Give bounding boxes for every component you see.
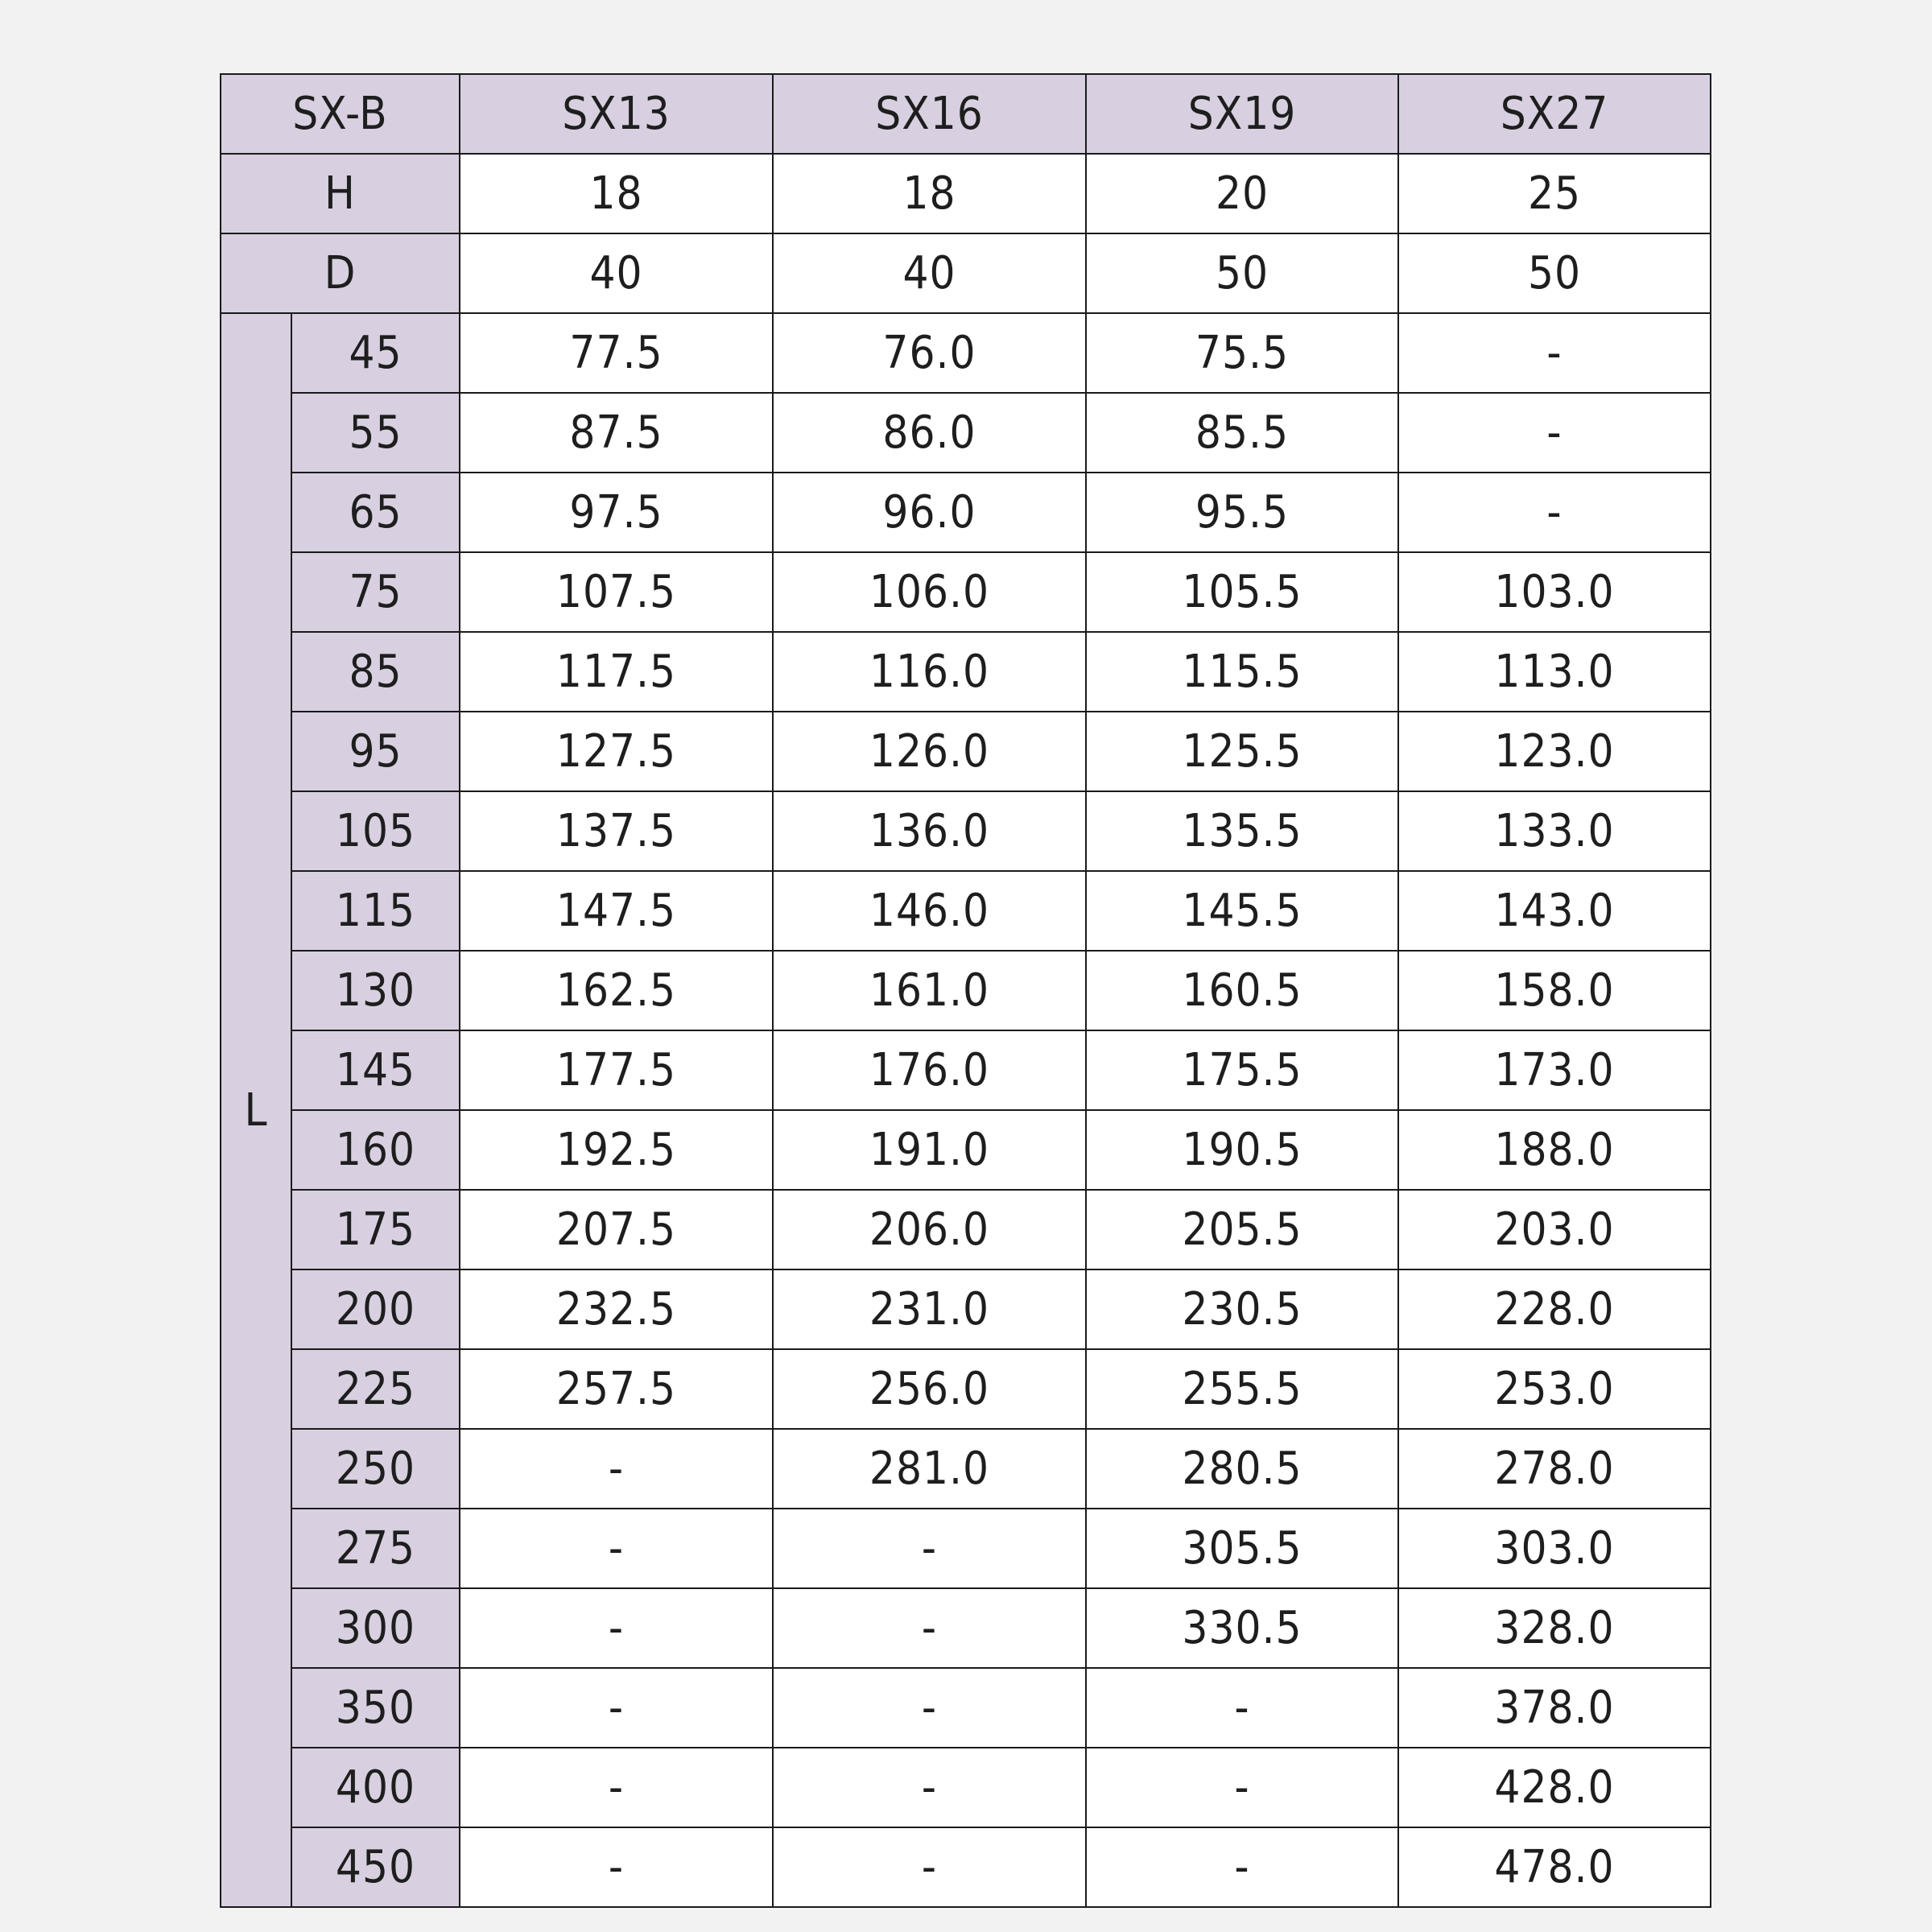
- dimension-row: [221, 154, 1711, 233]
- table-cell: -: [460, 1429, 773, 1509]
- table-cell: 280.5: [1086, 1429, 1398, 1509]
- dimension-value: 50: [1398, 233, 1711, 313]
- table-cell: 176.0: [773, 1030, 1086, 1110]
- table-cell: 106.0: [773, 552, 1086, 632]
- header-row: [221, 74, 1711, 154]
- table-cell: 143.0: [1398, 871, 1711, 951]
- length-row: [221, 1827, 1711, 1907]
- length-value: 130: [291, 951, 460, 1030]
- table-cell: 145.5: [1086, 871, 1398, 951]
- length-row: [221, 1110, 1711, 1190]
- table-cell: 177.5: [460, 1030, 773, 1110]
- table-cell: -: [460, 1668, 773, 1748]
- table-cell: -: [1398, 473, 1711, 552]
- table-cell: -: [773, 1509, 1086, 1588]
- length-row: [221, 1509, 1711, 1588]
- table-cell: -: [460, 1509, 773, 1588]
- table-cell: 107.5: [460, 552, 773, 632]
- length-value: 65: [291, 473, 460, 552]
- model-header: SX13: [460, 74, 773, 154]
- length-row: [221, 393, 1711, 473]
- dimension-value: 18: [460, 154, 773, 233]
- table-cell: -: [773, 1748, 1086, 1827]
- table-cell: 85.5: [1086, 393, 1398, 473]
- length-value: 55: [291, 393, 460, 473]
- model-header: SX16: [773, 74, 1086, 154]
- dimension-table: [220, 73, 1711, 1908]
- table-cell: 86.0: [773, 393, 1086, 473]
- length-value: 200: [291, 1269, 460, 1349]
- model-header: SX27: [1398, 74, 1711, 154]
- table-cell: 115.5: [1086, 632, 1398, 712]
- table-cell: -: [460, 1827, 773, 1907]
- length-value: 300: [291, 1588, 460, 1668]
- table-cell: 113.0: [1398, 632, 1711, 712]
- dimension-value: 50: [1086, 233, 1398, 313]
- length-label: L: [221, 313, 291, 1907]
- dimension-label: D: [221, 233, 460, 313]
- table-cell: -: [773, 1668, 1086, 1748]
- length-row: [221, 473, 1711, 552]
- table-cell: 125.5: [1086, 712, 1398, 791]
- length-value: 75: [291, 552, 460, 632]
- table-cell: 230.5: [1086, 1269, 1398, 1349]
- table-cell: 330.5: [1086, 1588, 1398, 1668]
- length-value: 115: [291, 871, 460, 951]
- table-cell: 162.5: [460, 951, 773, 1030]
- dimension-label: H: [221, 154, 460, 233]
- table-cell: -: [460, 1588, 773, 1668]
- table-cell: 116.0: [773, 632, 1086, 712]
- length-row: [221, 1668, 1711, 1748]
- table-cell: 228.0: [1398, 1269, 1711, 1349]
- length-value: 450: [291, 1827, 460, 1907]
- table-cell: 188.0: [1398, 1110, 1711, 1190]
- table-cell: -: [1086, 1827, 1398, 1907]
- table-cell: 231.0: [773, 1269, 1086, 1349]
- table-cell: 96.0: [773, 473, 1086, 552]
- table-cell: 76.0: [773, 313, 1086, 393]
- table-cell: 135.5: [1086, 791, 1398, 871]
- table-cell: -: [1398, 313, 1711, 393]
- table-cell: 117.5: [460, 632, 773, 712]
- table-cell: -: [1398, 393, 1711, 473]
- length-row: [221, 1429, 1711, 1509]
- table-cell: 175.5: [1086, 1030, 1398, 1110]
- length-value: 45: [291, 313, 460, 393]
- table-cell: 126.0: [773, 712, 1086, 791]
- table-cell: 158.0: [1398, 951, 1711, 1030]
- table-cell: 95.5: [1086, 473, 1398, 552]
- dimension-value: 40: [773, 233, 1086, 313]
- table-cell: 257.5: [460, 1349, 773, 1429]
- length-value: 225: [291, 1349, 460, 1429]
- table-cell: -: [773, 1827, 1086, 1907]
- length-value: 105: [291, 791, 460, 871]
- model-header: SX19: [1086, 74, 1398, 154]
- table-cell: 478.0: [1398, 1827, 1711, 1907]
- length-value: 175: [291, 1190, 460, 1269]
- table-cell: 161.0: [773, 951, 1086, 1030]
- length-row: [221, 712, 1711, 791]
- length-row: [221, 951, 1711, 1030]
- length-value: 85: [291, 632, 460, 712]
- length-row: [221, 791, 1711, 871]
- length-row: [221, 1030, 1711, 1110]
- length-value: 250: [291, 1429, 460, 1509]
- table-cell: 75.5: [1086, 313, 1398, 393]
- table-cell: 203.0: [1398, 1190, 1711, 1269]
- dimension-value: 20: [1086, 154, 1398, 233]
- table-cell: 87.5: [460, 393, 773, 473]
- table-cell: -: [1086, 1748, 1398, 1827]
- table-cell: 305.5: [1086, 1509, 1398, 1588]
- table-cell: 207.5: [460, 1190, 773, 1269]
- table-cell: 192.5: [460, 1110, 773, 1190]
- length-row: [221, 552, 1711, 632]
- table-cell: 328.0: [1398, 1588, 1711, 1668]
- table-cell: -: [460, 1748, 773, 1827]
- length-value: 95: [291, 712, 460, 791]
- dimension-value: 25: [1398, 154, 1711, 233]
- table-cell: 303.0: [1398, 1509, 1711, 1588]
- table-cell: 133.0: [1398, 791, 1711, 871]
- table-cell: 160.5: [1086, 951, 1398, 1030]
- dimension-value: 40: [460, 233, 773, 313]
- length-value: 160: [291, 1110, 460, 1190]
- table-cell: 378.0: [1398, 1668, 1711, 1748]
- table-cell: 103.0: [1398, 552, 1711, 632]
- dimension-row: [221, 233, 1711, 313]
- table-cell: 77.5: [460, 313, 773, 393]
- dimension-value: 18: [773, 154, 1086, 233]
- corner-header: SX-B: [221, 74, 460, 154]
- table-cell: -: [773, 1588, 1086, 1668]
- table-cell: 105.5: [1086, 552, 1398, 632]
- table-cell: 137.5: [460, 791, 773, 871]
- table-cell: 147.5: [460, 871, 773, 951]
- length-row: [221, 1588, 1711, 1668]
- length-row: [221, 1269, 1711, 1349]
- table-cell: 256.0: [773, 1349, 1086, 1429]
- table-cell: 136.0: [773, 791, 1086, 871]
- table-cell: 232.5: [460, 1269, 773, 1349]
- table-cell: 146.0: [773, 871, 1086, 951]
- length-row: [221, 1349, 1711, 1429]
- table-cell: 281.0: [773, 1429, 1086, 1509]
- table-cell: 206.0: [773, 1190, 1086, 1269]
- length-row: [221, 871, 1711, 951]
- table-cell: 278.0: [1398, 1429, 1711, 1509]
- table-cell: 191.0: [773, 1110, 1086, 1190]
- table-cell: -: [1086, 1668, 1398, 1748]
- length-row: [221, 313, 1711, 393]
- length-row: [221, 1190, 1711, 1269]
- table-cell: 255.5: [1086, 1349, 1398, 1429]
- table-cell: 190.5: [1086, 1110, 1398, 1190]
- table-cell: 123.0: [1398, 712, 1711, 791]
- length-row: [221, 632, 1711, 712]
- table-cell: 253.0: [1398, 1349, 1711, 1429]
- length-value: 145: [291, 1030, 460, 1110]
- length-value: 275: [291, 1509, 460, 1588]
- table-cell: 205.5: [1086, 1190, 1398, 1269]
- length-value: 350: [291, 1668, 460, 1748]
- table-cell: 127.5: [460, 712, 773, 791]
- length-row: [221, 1748, 1711, 1827]
- table-body: [221, 74, 1711, 1907]
- table-cell: 428.0: [1398, 1748, 1711, 1827]
- length-value: 400: [291, 1748, 460, 1827]
- table-cell: 97.5: [460, 473, 773, 552]
- table-cell: 173.0: [1398, 1030, 1711, 1110]
